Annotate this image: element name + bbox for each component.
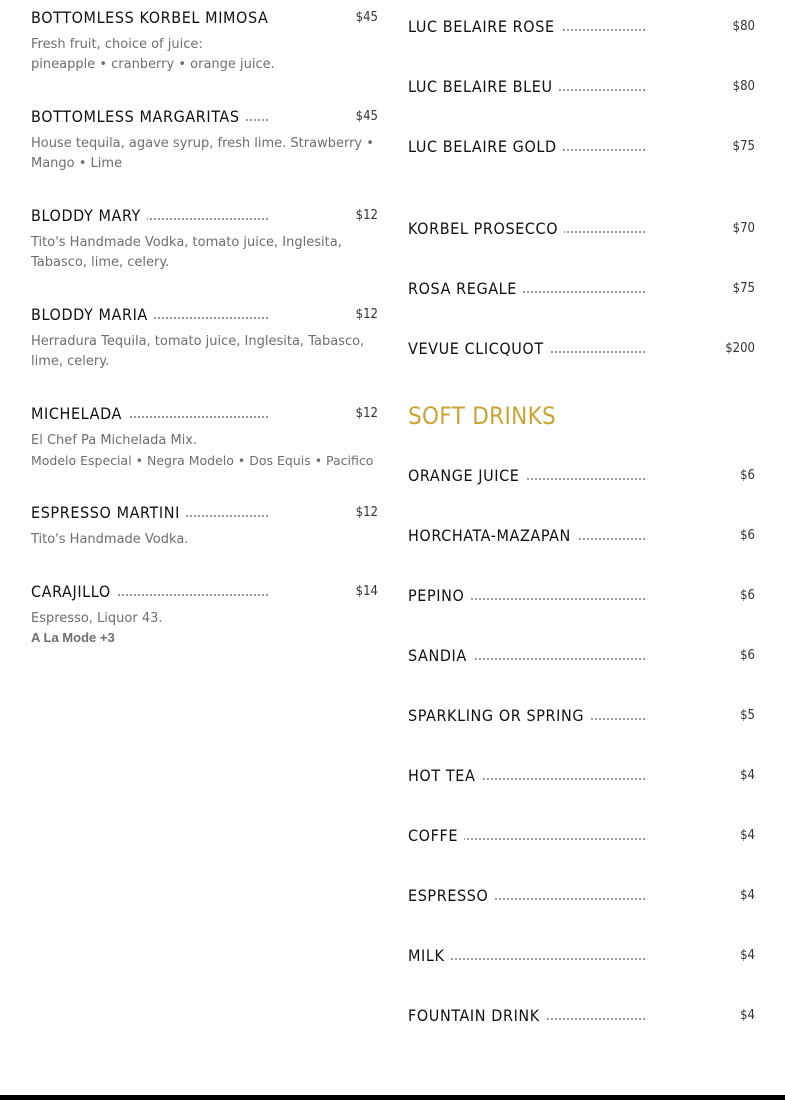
section-heading-soft-drinks: SOFT DRINKS <box>408 402 557 430</box>
item-name: ROSA REGALE <box>408 279 523 299</box>
item-price: $6 <box>740 648 755 663</box>
item-name: SANDIA <box>408 646 473 666</box>
menu-item <box>408 766 755 786</box>
menu-item <box>408 946 755 966</box>
item-price: $200 <box>725 341 755 356</box>
menu-item <box>31 107 378 174</box>
item-name: BOTTOMLESS KORBEL MIMOSA <box>31 8 274 28</box>
description-line: Espresso, Liquor 43. <box>31 611 163 626</box>
item-name: ORANGE JUICE <box>408 466 525 486</box>
item-price: $4 <box>740 1008 755 1023</box>
item-price: $6 <box>740 468 755 483</box>
item-price: $12 <box>355 208 378 223</box>
item-name: VEVUE CLICQUOT <box>408 339 550 359</box>
item-description <box>31 431 378 471</box>
description-line: lime, celery. <box>31 354 110 369</box>
description-line: El Chef Pa Michelada Mix. <box>31 433 198 448</box>
item-price: $12 <box>355 505 378 520</box>
description-line: pineapple • cranberry • orange juice. <box>31 57 275 72</box>
item-price: $6 <box>740 528 755 543</box>
description-line: Herradura Tequila, tomato juice, Inglesita, Tabasco, <box>31 334 365 349</box>
menu-item <box>408 17 755 37</box>
item-name: PEPINO <box>408 586 470 606</box>
item-price: $6 <box>740 588 755 603</box>
item-name: ESPRESSO MARTINI <box>31 503 186 523</box>
item-name: KORBEL PROSECCO <box>408 219 564 239</box>
menu-item <box>31 582 378 647</box>
menu-item <box>408 526 755 546</box>
item-price: $4 <box>740 768 755 783</box>
item-price: $75 <box>732 281 755 296</box>
description-line: Mango • Lime <box>31 156 123 171</box>
menu-item <box>408 586 755 606</box>
item-price: $70 <box>732 221 755 236</box>
item-price: $5 <box>740 708 755 723</box>
item-name: BLODDY MARY <box>31 206 147 226</box>
description-line: Tabasco, lime, celery. <box>31 255 170 270</box>
item-description <box>31 609 378 629</box>
item-description <box>31 35 378 75</box>
item-name: HOT TEA <box>408 766 481 786</box>
menu-item <box>408 466 755 486</box>
menu-item <box>408 886 755 906</box>
menu-item <box>408 137 755 157</box>
item-price: $4 <box>740 888 755 903</box>
item-price: $14 <box>355 584 378 599</box>
item-name: BOTTOMLESS MARGARITAS <box>31 107 246 127</box>
menu-item <box>408 1006 755 1026</box>
item-description <box>31 332 378 372</box>
menu-item <box>408 219 755 239</box>
item-description <box>31 233 378 273</box>
description-line: Modelo Especial • Negra Modelo • Dos Equis • Pacifico <box>31 453 374 468</box>
item-price: $45 <box>355 109 378 124</box>
menu-item <box>408 279 755 299</box>
menu-item <box>31 404 378 471</box>
item-name: LUC BELAIRE GOLD <box>408 137 563 157</box>
item-name: HORCHATA-MAZAPAN <box>408 526 577 546</box>
item-name: FOUNTAIN DRINK <box>408 1006 546 1026</box>
item-name: CARAJILLO <box>31 582 117 602</box>
menu-item <box>408 339 755 359</box>
footer-bar <box>0 1095 785 1100</box>
item-price: $4 <box>740 828 755 843</box>
menu-item <box>31 305 378 372</box>
description-line: Fresh fruit, choice of juice: <box>31 37 203 52</box>
item-name: LUC BELAIRE ROSE <box>408 17 561 37</box>
menu-item <box>408 646 755 666</box>
description-line: Tito's Handmade Vodka, tomato juice, Inglesita, <box>31 235 342 250</box>
item-addon: A La Mode +3 <box>31 630 115 645</box>
menu-item <box>31 206 378 273</box>
item-price: $4 <box>740 948 755 963</box>
item-price: $80 <box>732 79 755 94</box>
menu-item <box>408 826 755 846</box>
item-price: $80 <box>732 19 755 34</box>
menu-item <box>408 77 755 97</box>
item-name: ESPRESSO <box>408 886 494 906</box>
item-price: $12 <box>355 307 378 322</box>
item-price: $45 <box>355 10 378 25</box>
item-price: $75 <box>732 139 755 154</box>
item-description <box>31 530 378 550</box>
item-price: $12 <box>355 406 378 421</box>
item-name: LUC BELAIRE BLEU <box>408 77 559 97</box>
menu-item <box>408 706 755 726</box>
menu-item <box>31 503 378 550</box>
item-name: BLODDY MARIA <box>31 305 154 325</box>
item-name: SPARKLING OR SPRING <box>408 706 590 726</box>
item-description <box>31 134 378 174</box>
item-name: COFFE <box>408 826 464 846</box>
description-line: House tequila, agave syrup, fresh lime. Strawberry • <box>31 136 374 151</box>
menu-item <box>31 8 378 75</box>
item-name: MILK <box>408 946 451 966</box>
item-name: MICHELADA <box>31 404 128 424</box>
description-line: Tito's Handmade Vodka. <box>31 532 189 547</box>
